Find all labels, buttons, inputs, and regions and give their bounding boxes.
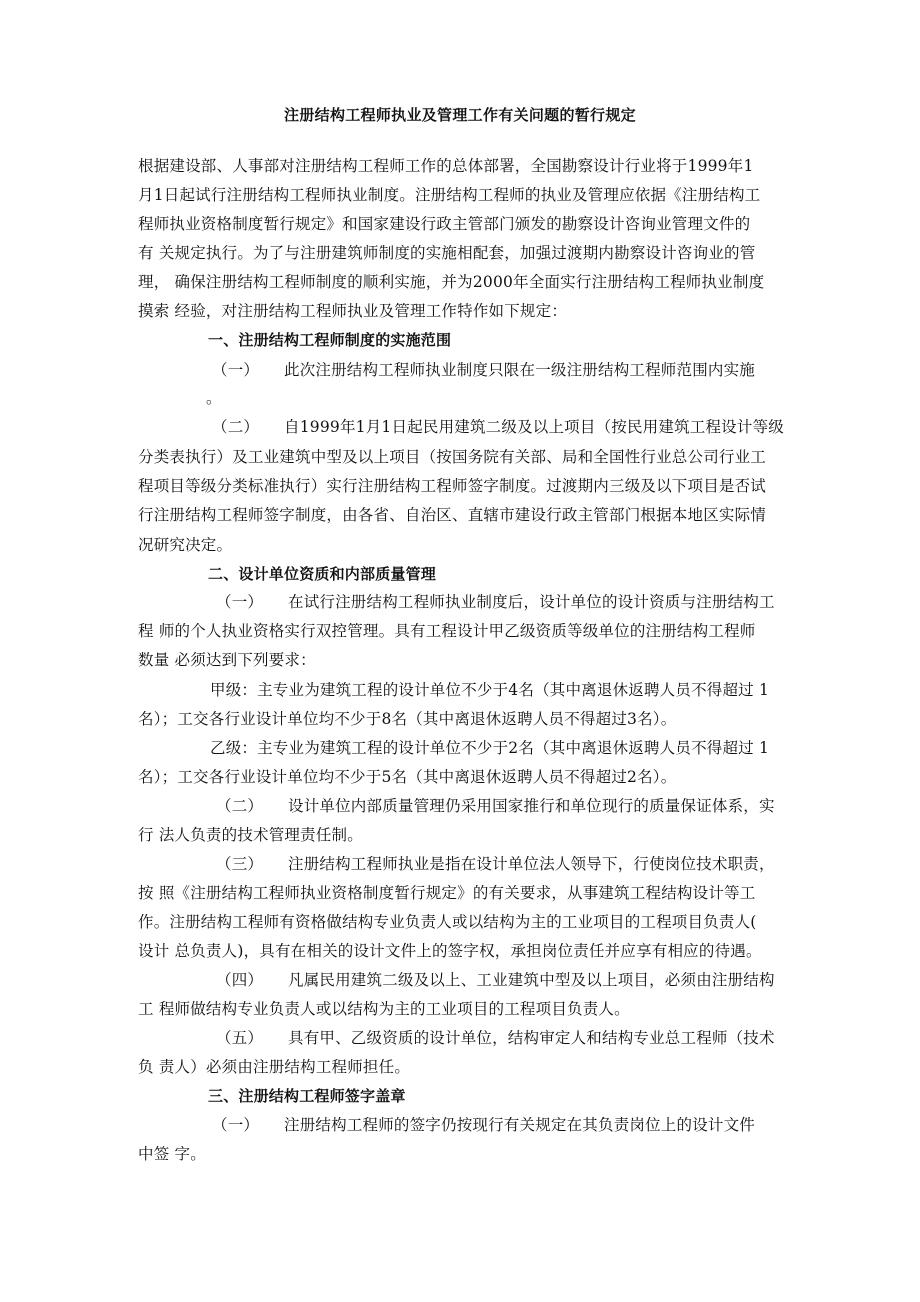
item-line — [212, 417, 872, 437]
item-line — [216, 1028, 876, 1048]
item-text: 在试行注册结构工程师执业制度后，设计单位的设计资质与注册结构工 — [288, 593, 775, 611]
item-line: 程项目等级分类标准执行）实行注册结构工程师签字制度。过渡期内三级及以下项目是否试 — [138, 477, 767, 495]
grade-b-line: 名）；工交各行业设计单位均不少于5名（其中离退休返聘人员不得超过2名）。 — [138, 768, 677, 786]
item-line: 中签 字。 — [138, 1145, 206, 1163]
item-line: 设计 总负责人)，具有在相关的设计文件上的签字权，承担岗位责任并应享有相应的待遇。 — [138, 942, 762, 960]
intro-line: 理， 确保注册结构工程师制度的顺利实施，并为2000年全面实行注册结构工程师执业制度 — [138, 273, 765, 291]
item-text: 设计单位内部质量管理仍采用国家推行和单位现行的质量保证体系，实 — [288, 797, 775, 815]
section-heading: 三、注册结构工程师签字盖章 — [208, 1087, 406, 1105]
intro-line: 有 关规定执行。为了与注册建筑师制度的实施相配套，加强过渡期内勘察设计咨询业的管 — [138, 244, 756, 262]
intro-line: 程师执业资格制度暂行规定》和国家建设行政主管部门颁发的勘察设计咨询业管理文件的 — [138, 215, 751, 233]
section-heading: 一、注册结构工程师制度的实施范围 — [208, 331, 452, 349]
item-text: 自1999年1月1日起民用建筑二级及以上项目（按民用建筑工程设计等级 — [284, 418, 784, 436]
grade-a-line: 名）；工交各行业设计单位均不少于8名（其中离退休返聘人员不得超过3名）。 — [138, 710, 677, 728]
intro-line: 根据建设部、人事部对注册结构工程师工作的总体部署，全国勘察设计行业将于1999年1 — [138, 157, 754, 175]
item-line — [212, 1115, 872, 1135]
item-line: 行注册结构工程师签字制度，由各省、自治区、直辖市建设行政主管部门根据本地区实际情 — [138, 506, 767, 524]
item-text: 具有甲、乙级资质的设计单位，结构审定人和结构专业总工程师（技术 — [288, 1029, 775, 1047]
item-line: 负 责人）必须由注册结构工程师担任。 — [138, 1058, 411, 1076]
item-line: 行 法人负责的技术管理责任制。 — [138, 826, 363, 844]
item-line — [212, 360, 872, 380]
item-text: 注册结构工程师执业是指在设计单位法人领导下，行使岗位技术职责， — [288, 855, 775, 873]
item-line: 程 师的个人执业资格实行双控管理。具有工程设计甲乙级资质等级单位的注册结构工程师 — [138, 622, 756, 640]
item-line: 。 — [206, 389, 222, 407]
grade-a-line: 甲级：主专业为建筑工程的设计单位不少于4名（其中离退休返聘人员不得超过 1 — [210, 681, 770, 699]
item-number: （二） — [216, 797, 264, 815]
item-line — [216, 592, 876, 612]
item-number: （四） — [216, 971, 264, 989]
item-number: （一） — [216, 593, 264, 611]
item-line — [216, 854, 876, 874]
intro-line: 月1日起试行注册结构工程师执业制度。注册结构工程师的执业及管理应依据《注册结构工 — [138, 186, 761, 204]
item-line: 分类表执行）及工业建筑中型及以上项目（按国务院有关部、局和全国性行业总公司行业工 — [138, 448, 767, 466]
item-number: （五） — [216, 1029, 264, 1047]
section-heading: 二、设计单位资质和内部质量管理 — [208, 565, 437, 583]
item-text: 此次注册结构工程师执业制度只限在一级注册结构工程师范围内实施 — [284, 361, 756, 379]
intro-line: 摸索 经验，对注册结构工程师执业及管理工作特作如下规定： — [138, 302, 568, 320]
item-line: 数量 必须达到下列要求： — [138, 651, 316, 669]
item-line: 按 照《注册结构工程师执业资格制度暂行规定》的有关要求，从事建筑工程结构设计等工 — [138, 884, 756, 902]
grade-b-line: 乙级：主专业为建筑工程的设计单位不少于2名（其中离退休返聘人员不得超过 1 — [210, 739, 770, 757]
item-number: （三） — [216, 855, 264, 873]
item-number: （一） — [212, 361, 260, 379]
item-number: （二） — [212, 418, 260, 436]
document-title: 注册结构工程师执业及管理工作有关问题的暂行规定 — [284, 106, 636, 124]
item-line — [216, 796, 876, 816]
item-line: 作。注册结构工程师有资格做结构专业负责人或以结构为主的工业项目的工程项目负责人( — [138, 913, 757, 931]
item-line: 况研究决定。 — [138, 536, 233, 554]
item-text: 注册结构工程师的签字仍按现行有关规定在其负责岗位上的设计文件 — [284, 1116, 756, 1134]
item-line — [216, 970, 876, 990]
item-text: 凡属民用建筑二级及以上、工业建筑中型及以上项目，必须由注册结构 — [288, 971, 775, 989]
item-line: 工 程师做结构专业负责人或以结构为主的工业项目的工程项目负责人。 — [138, 1000, 630, 1018]
item-number: （一） — [212, 1116, 260, 1134]
